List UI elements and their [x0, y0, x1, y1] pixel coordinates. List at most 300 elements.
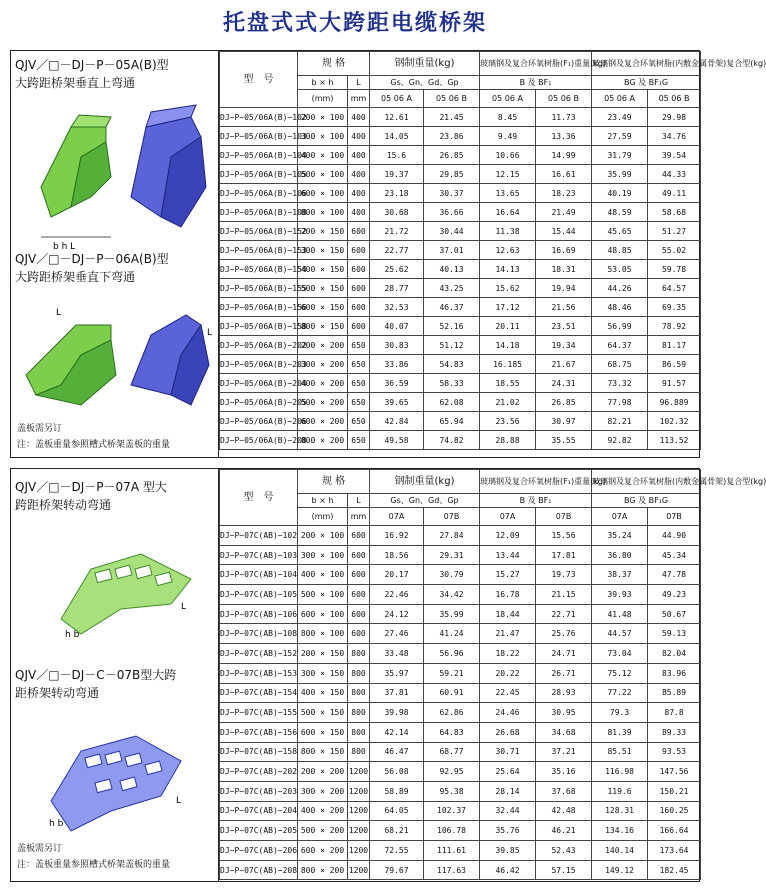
section-1 [10, 50, 766, 458]
value-cell: 800 × 150 [298, 742, 348, 762]
value-cell: 200 × 200 [298, 762, 348, 782]
value-cell: 34.68 [536, 722, 592, 742]
vertical-up-bend-illustration [31, 97, 211, 257]
value-cell: 46.37 [424, 298, 480, 317]
value-cell: 95.38 [424, 781, 480, 801]
value-cell: 44.26 [592, 279, 648, 298]
value-cell: 48.46 [592, 298, 648, 317]
table-row [220, 393, 701, 412]
value-cell: 30.79 [424, 565, 480, 585]
value-cell: 77.22 [592, 683, 648, 703]
value-cell: 83.96 [648, 663, 701, 683]
value-cell: 117.63 [424, 860, 480, 880]
value-cell: 33.48 [370, 644, 424, 664]
model-cell: DJ−P−07C(AB)−105 [220, 585, 298, 605]
model-cell: DJ−P−05/06A(B)−205 [220, 393, 298, 412]
value-cell: 65.94 [424, 412, 480, 431]
value-cell: 64.05 [370, 801, 424, 821]
value-cell: 600 × 100 [298, 184, 348, 203]
table-row [220, 722, 701, 742]
table-row [220, 127, 701, 146]
value-cell: 24.31 [536, 374, 592, 393]
value-cell: 800 × 150 [298, 317, 348, 336]
table-row [220, 260, 701, 279]
model-cell: DJ−P−07C(AB)−156 [220, 722, 298, 742]
value-cell: 18.55 [480, 374, 536, 393]
value-cell: 40.13 [424, 260, 480, 279]
value-cell: 59.21 [424, 663, 480, 683]
value-cell: 600 [348, 298, 370, 317]
value-cell: 42.48 [536, 801, 592, 821]
value-cell: 51.12 [424, 336, 480, 355]
table-row [220, 821, 701, 841]
header-unit-mm: (mm) [298, 90, 348, 108]
value-cell: 86.59 [648, 355, 701, 374]
table-row [220, 184, 701, 203]
value-cell: 39.65 [370, 393, 424, 412]
value-cell: 49.58 [370, 431, 424, 450]
value-cell: 28.88 [480, 431, 536, 450]
table-row [220, 222, 701, 241]
value-cell: 16.69 [536, 241, 592, 260]
value-cell: 500 × 100 [298, 165, 348, 184]
value-cell: 800 [348, 663, 370, 683]
value-cell: 26.68 [480, 722, 536, 742]
svg-text:L: L [207, 328, 213, 338]
value-cell: 17.81 [536, 545, 592, 565]
value-cell: 400 × 200 [298, 801, 348, 821]
header-frp: 玻璃钢及复合环氧树脂(F₁)重量(kg) [480, 470, 592, 494]
value-cell: 23.86 [424, 127, 480, 146]
header-col-a: 05 06 A [480, 90, 536, 108]
value-cell: 600 × 150 [298, 722, 348, 742]
value-cell: 1200 [348, 801, 370, 821]
value-cell: 82.04 [648, 644, 701, 664]
svg-text:h b: h b [65, 630, 80, 640]
green-rotating-bend-drawing [61, 554, 191, 640]
value-cell: 52.43 [536, 841, 592, 861]
value-cell: 14.05 [370, 127, 424, 146]
value-cell: 800 [348, 722, 370, 742]
value-cell: 12.61 [370, 108, 424, 127]
value-cell: 79.3 [592, 703, 648, 723]
caption-05-line1: QJV／□－DJ－P－05A(B)型 [15, 58, 169, 72]
value-cell: 22.45 [480, 683, 536, 703]
model-cell: DJ−P−07C(AB)−205 [220, 821, 298, 841]
value-cell: 400 [348, 184, 370, 203]
value-cell: 73.04 [592, 644, 648, 664]
value-cell: 16.61 [536, 165, 592, 184]
value-cell: 160.25 [648, 801, 701, 821]
value-cell: 30.97 [536, 412, 592, 431]
value-cell: 37.01 [424, 241, 480, 260]
value-cell: 91.57 [648, 374, 701, 393]
value-cell: 27.46 [370, 624, 424, 644]
model-cell: DJ−P−05/06A(B)−203 [220, 355, 298, 374]
header-col-a: 07A [480, 508, 536, 526]
header-col-b: 07B [648, 508, 701, 526]
value-cell: 111.61 [424, 841, 480, 861]
value-cell: 800 × 100 [298, 203, 348, 222]
value-cell: 22.71 [536, 604, 592, 624]
caption-06-line1: QJV／□－DJ－P－06A(B)型 [15, 252, 169, 266]
value-cell: 650 [348, 412, 370, 431]
green-bend-drawing [41, 115, 111, 252]
value-cell: 58.68 [648, 203, 701, 222]
header-col-b: 07B [536, 508, 592, 526]
model-cell: DJ−P−07C(AB)−106 [220, 604, 298, 624]
value-cell: 600 [348, 241, 370, 260]
caption-07b-line1: QJV／□－DJ－C－07B型大跨 [15, 668, 177, 682]
value-cell: 81.39 [592, 722, 648, 742]
value-cell: 55.02 [648, 241, 701, 260]
value-cell: 35.99 [424, 604, 480, 624]
value-cell: 54.83 [424, 355, 480, 374]
note-cover-order: 盖板需另订 [17, 424, 63, 434]
value-cell: 21.56 [536, 298, 592, 317]
header-col-b: 05 06 B [648, 90, 701, 108]
model-cell: DJ−P−07C(AB)−153 [220, 663, 298, 683]
value-cell: 15.62 [480, 279, 536, 298]
value-cell: 22.77 [370, 241, 424, 260]
value-cell: 15.56 [536, 526, 592, 546]
value-cell: 21.02 [480, 393, 536, 412]
value-cell: 39.85 [480, 841, 536, 861]
value-cell: 18.22 [480, 644, 536, 664]
value-cell: 600 [348, 604, 370, 624]
header-steel: 钢制重量(kg) [370, 470, 480, 494]
value-cell: 134.16 [592, 821, 648, 841]
model-cell: DJ−P−07C(AB)−103 [220, 545, 298, 565]
model-cell: DJ−P−05/06A(B)−154 [220, 260, 298, 279]
note-cover-order: 盖板需另订 [17, 844, 63, 854]
value-cell: 300 × 150 [298, 241, 348, 260]
value-cell: 8.45 [480, 108, 536, 127]
value-cell: 13.36 [536, 127, 592, 146]
value-cell: 44.33 [648, 165, 701, 184]
value-cell: 36.80 [592, 545, 648, 565]
value-cell: 11.38 [480, 222, 536, 241]
table-row [220, 644, 701, 664]
value-cell: 149.12 [592, 860, 648, 880]
value-cell: 57.15 [536, 860, 592, 880]
value-cell: 30.68 [370, 203, 424, 222]
value-cell: 18.44 [480, 604, 536, 624]
value-cell: 35.97 [370, 663, 424, 683]
blue-down-bend-drawing [131, 315, 212, 405]
value-cell: 51.27 [648, 222, 701, 241]
value-cell: 128.31 [592, 801, 648, 821]
value-cell: 650 [348, 431, 370, 450]
value-cell: 44.90 [648, 526, 701, 546]
caption-06-line2: 大跨距桥架垂直下弯通 [15, 270, 136, 284]
value-cell: 42.84 [370, 412, 424, 431]
value-cell: 36.59 [370, 374, 424, 393]
value-cell: 12.09 [480, 526, 536, 546]
value-cell: 35.76 [480, 821, 536, 841]
value-cell: 400 [348, 203, 370, 222]
model-cell: DJ−P−05/06A(B)−102 [220, 108, 298, 127]
value-cell: 500 × 150 [298, 703, 348, 723]
value-cell: 300 × 200 [298, 781, 348, 801]
header-L: L [348, 76, 370, 90]
value-cell: 62.86 [424, 703, 480, 723]
value-cell: 36.66 [424, 203, 480, 222]
value-cell: 92.82 [592, 431, 648, 450]
value-cell: 21.15 [536, 585, 592, 605]
model-cell: DJ−P−05/06A(B)−103 [220, 127, 298, 146]
table-row [220, 317, 701, 336]
value-cell: 68.75 [592, 355, 648, 374]
value-cell: 18.31 [536, 260, 592, 279]
value-cell: 28.77 [370, 279, 424, 298]
value-cell: 200 × 100 [298, 108, 348, 127]
value-cell: 40.07 [370, 317, 424, 336]
value-cell: 30.83 [370, 336, 424, 355]
header-frp: 玻璃钢及复合环氧树脂(F₁)重量(kg) [480, 52, 592, 76]
header-frp2: 玻璃钢及复合环氧树脂(内敷金属骨架)复合型(kg) [592, 52, 701, 76]
value-cell: 12.15 [480, 165, 536, 184]
table-row [220, 374, 701, 393]
value-cell: 500 × 150 [298, 279, 348, 298]
value-cell: 15.27 [480, 565, 536, 585]
model-cell: DJ−P−07C(AB)−204 [220, 801, 298, 821]
value-cell: 73.32 [592, 374, 648, 393]
value-cell: 400 [348, 108, 370, 127]
header-frp2: 玻璃钢及复合环氧树脂(内敷金属骨架)复合型(kg) [592, 470, 701, 494]
value-cell: 113.52 [648, 431, 701, 450]
value-cell: 800 × 100 [298, 624, 348, 644]
value-cell: 200 × 100 [298, 526, 348, 546]
value-cell: 37.21 [536, 742, 592, 762]
table-row [220, 165, 701, 184]
table-row [220, 624, 701, 644]
value-cell: 800 [348, 742, 370, 762]
value-cell: 34.42 [424, 585, 480, 605]
value-cell: 200 × 150 [298, 222, 348, 241]
blue-bend-drawing [131, 105, 206, 227]
value-cell: 21.45 [424, 108, 480, 127]
value-cell: 32.44 [480, 801, 536, 821]
value-cell: 119.6 [592, 781, 648, 801]
value-cell: 49.23 [648, 585, 701, 605]
model-cell: DJ−P−07C(AB)−206 [220, 841, 298, 861]
model-cell: DJ−P−07C(AB)−158 [220, 742, 298, 762]
value-cell: 17.12 [480, 298, 536, 317]
model-cell: DJ−P−07C(AB)−108 [220, 624, 298, 644]
value-cell: 15.44 [536, 222, 592, 241]
table-row [220, 742, 701, 762]
value-cell: 52.16 [424, 317, 480, 336]
model-cell: DJ−P−05/06A(B)−158 [220, 317, 298, 336]
caption-07b-line2: 距桥架转动弯通 [15, 686, 100, 700]
header-spec: 规 格 [298, 52, 370, 76]
value-cell: 27.59 [592, 127, 648, 146]
header-col-b: 07B [424, 508, 480, 526]
value-cell: 19.34 [536, 336, 592, 355]
value-cell: 600 [348, 545, 370, 565]
header-col-b: 05 06 B [424, 90, 480, 108]
value-cell: 82.21 [592, 412, 648, 431]
value-cell: 58.33 [424, 374, 480, 393]
model-cell: DJ−P−05/06A(B)−104 [220, 146, 298, 165]
note-cover-weight: 注：盖板重量参照槽式桥架盖板的重量 [17, 860, 171, 870]
header-steel: 钢制重量(kg) [370, 52, 480, 76]
value-cell: 39.93 [592, 585, 648, 605]
value-cell: 28.14 [480, 781, 536, 801]
header-model: 型 号 [220, 470, 298, 526]
value-cell: 600 [348, 565, 370, 585]
value-cell: 93.53 [648, 742, 701, 762]
value-cell: 48.59 [592, 203, 648, 222]
value-cell: 68.21 [370, 821, 424, 841]
rotating-bend-07a-illustration [51, 549, 201, 639]
value-cell: 12.63 [480, 241, 536, 260]
table-row [220, 108, 701, 127]
value-cell: 600 × 200 [298, 841, 348, 861]
value-cell: 87.8 [648, 703, 701, 723]
value-cell: 59.78 [648, 260, 701, 279]
value-cell: 116.98 [592, 762, 648, 782]
value-cell: 14.13 [480, 260, 536, 279]
table-row [220, 146, 701, 165]
value-cell: 64.57 [648, 279, 701, 298]
value-cell: 600 [348, 624, 370, 644]
value-cell: 30.44 [424, 222, 480, 241]
model-cell: DJ−P−05/06A(B)−105 [220, 165, 298, 184]
value-cell: 600 × 150 [298, 298, 348, 317]
value-cell: 21.47 [480, 624, 536, 644]
blue-rotating-bend-drawing [49, 736, 181, 831]
header-bxh: b × h [298, 494, 348, 508]
value-cell: 200 × 150 [298, 644, 348, 664]
value-cell: 400 × 150 [298, 683, 348, 703]
value-cell: 25.76 [536, 624, 592, 644]
value-cell: 23.51 [536, 317, 592, 336]
value-cell: 21.72 [370, 222, 424, 241]
table-row [220, 431, 701, 450]
value-cell: 173.64 [648, 841, 701, 861]
value-cell: 600 × 100 [298, 604, 348, 624]
value-cell: 18.56 [370, 545, 424, 565]
table-row [220, 565, 701, 585]
header-frp-sub: B 及 BF₁ [480, 494, 592, 508]
value-cell: 20.11 [480, 317, 536, 336]
value-cell: 46.42 [480, 860, 536, 880]
value-cell: 48.85 [592, 241, 648, 260]
value-cell: 13.65 [480, 184, 536, 203]
table-row [220, 412, 701, 431]
green-down-bend-drawing [26, 308, 116, 405]
model-cell: DJ−P−05/06A(B)−208 [220, 431, 298, 450]
value-cell: 34.76 [648, 127, 701, 146]
value-cell: 74.82 [424, 431, 480, 450]
table-row [220, 585, 701, 605]
header-L: L [348, 494, 370, 508]
value-cell: 60.91 [424, 683, 480, 703]
value-cell: 16.78 [480, 585, 536, 605]
value-cell: 26.85 [536, 393, 592, 412]
value-cell: 800 [348, 644, 370, 664]
value-cell: 47.78 [648, 565, 701, 585]
value-cell: 400 × 200 [298, 374, 348, 393]
value-cell: 56.08 [370, 762, 424, 782]
svg-text:L: L [176, 796, 182, 806]
model-cell: DJ−P−05/06A(B)−108 [220, 203, 298, 222]
value-cell: 500 × 100 [298, 585, 348, 605]
value-cell: 102.37 [424, 801, 480, 821]
value-cell: 19.73 [536, 565, 592, 585]
caption-07a-line2: 跨距桥架转动弯通 [15, 498, 112, 512]
header-steel-sub: Gs、Gn、Gd、Gp [370, 76, 480, 90]
value-cell: 39.54 [648, 146, 701, 165]
value-cell: 16.185 [480, 355, 536, 374]
value-cell: 23.49 [592, 108, 648, 127]
value-cell: 1200 [348, 860, 370, 880]
value-cell: 800 [348, 683, 370, 703]
value-cell: 10.66 [480, 146, 536, 165]
value-cell: 650 [348, 336, 370, 355]
value-cell: 22.46 [370, 585, 424, 605]
model-cell: DJ−P−05/06A(B)−153 [220, 241, 298, 260]
value-cell: 600 [348, 585, 370, 605]
header-col-a: 05 06 A [370, 90, 424, 108]
section-2-illustrations [11, 469, 219, 881]
table-row [220, 860, 701, 880]
section-2 [10, 468, 766, 882]
value-cell: 400 × 150 [298, 260, 348, 279]
value-cell: 33.86 [370, 355, 424, 374]
caption-05-line2: 大跨距桥架垂直上弯通 [15, 76, 136, 90]
value-cell: 23.56 [480, 412, 536, 431]
model-cell: DJ−P−05/06A(B)−202 [220, 336, 298, 355]
value-cell: 85.51 [592, 742, 648, 762]
model-cell: DJ−P−07C(AB)−102 [220, 526, 298, 546]
value-cell: 19.37 [370, 165, 424, 184]
value-cell: 300 × 200 [298, 355, 348, 374]
table-row [220, 298, 701, 317]
value-cell: 45.65 [592, 222, 648, 241]
value-cell: 64.37 [592, 336, 648, 355]
value-cell: 800 × 200 [298, 860, 348, 880]
value-cell: 500 × 200 [298, 821, 348, 841]
value-cell: 49.11 [648, 184, 701, 203]
value-cell: 1200 [348, 781, 370, 801]
value-cell: 18.23 [536, 184, 592, 203]
model-cell: DJ−P−05/06A(B)−155 [220, 279, 298, 298]
value-cell: 42.14 [370, 722, 424, 742]
table-rotating-bends [219, 469, 766, 880]
value-cell: 20.22 [480, 663, 536, 683]
header-unit-mm2: mm [348, 90, 370, 108]
value-cell: 53.05 [592, 260, 648, 279]
table-row [220, 703, 701, 723]
value-cell: 89.33 [648, 722, 701, 742]
table-row [220, 781, 701, 801]
value-cell: 15.6 [370, 146, 424, 165]
header-frp2-sub: BG 及 BF₁G [592, 76, 701, 90]
model-cell: DJ−P−07C(AB)−152 [220, 644, 298, 664]
table-row [220, 801, 701, 821]
value-cell: 500 × 200 [298, 393, 348, 412]
value-cell: 69.35 [648, 298, 701, 317]
value-cell: 800 [348, 703, 370, 723]
header-frp-sub: B 及 BF₁ [480, 76, 592, 90]
value-cell: 11.73 [536, 108, 592, 127]
value-cell: 81.17 [648, 336, 701, 355]
svg-text:L: L [56, 308, 62, 318]
section-1-illustrations [11, 51, 219, 457]
